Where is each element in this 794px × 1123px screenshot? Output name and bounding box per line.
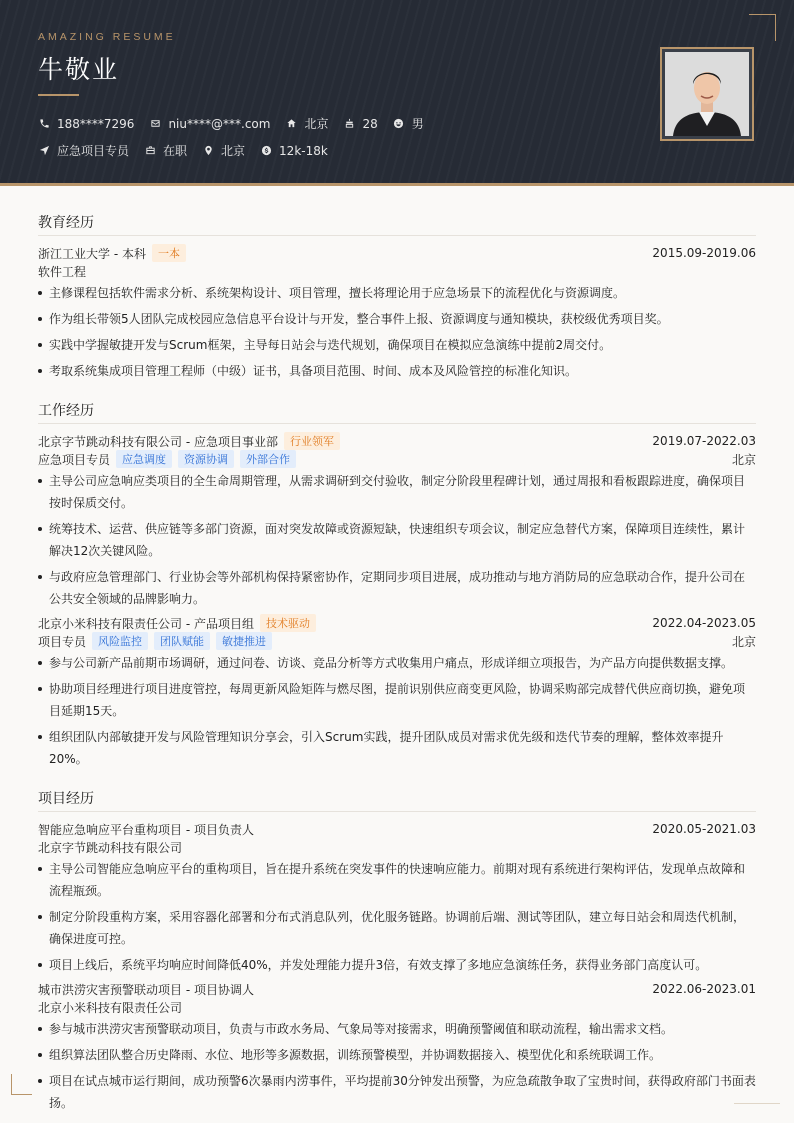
bullet-item: 与政府应急管理部门、行业协会等外部机构保持紧密协作，定期同步项目进展，成功推动与地方消防局的应急联动合作，提升公司在公共安全领域的品牌影响力。 [38, 566, 756, 610]
job-entry [38, 614, 756, 770]
project-bullets [38, 858, 756, 976]
phone-icon [38, 118, 50, 130]
work-section [38, 388, 756, 770]
bullet-item: 考取系统集成项目管理工程师（中级）证书，具备项目范围、时间、成本及风险管控的标准化知识。 [38, 360, 756, 382]
company-name: 北京小米科技有限责任公司 - 产品项目组 [38, 616, 254, 631]
entry-title [38, 432, 340, 450]
job-date: 2022.04-2023.05 [652, 616, 756, 630]
skill-tag: 风险监控 [92, 632, 148, 650]
project-org: 北京字节跳动科技有限公司 [38, 840, 183, 855]
project-name: 智能应急响应平台重构项目 - 项目负责人 [38, 822, 254, 837]
send-icon [38, 145, 50, 157]
role-title [38, 450, 296, 468]
briefcase-icon [144, 145, 156, 157]
bullet-item: 主修课程包括软件需求分析、系统架构设计、项目管理，擅长将理论用于应急场景下的流程优化与资源调度。 [38, 282, 756, 304]
location-text: 北京 [304, 117, 329, 131]
bullet-item: 组织团队内部敏捷开发与风险管理知识分享会，引入Scrum实践，提升团队成员对需求优先级和迭代节奏的理解，整体效率提升20%。 [38, 726, 756, 770]
job-bullets [38, 470, 756, 610]
job-entry-head [38, 614, 756, 632]
age-text: 28 [362, 116, 378, 131]
project-date: 2020.05-2021.03 [652, 822, 756, 836]
company-tag: 技术驱动 [260, 614, 316, 632]
major: 软件工程 [38, 264, 87, 279]
status-text: 在职 [163, 144, 188, 158]
job-date: 2019.07-2022.03 [652, 434, 756, 448]
gender-text: 男 [411, 117, 424, 131]
skill-tag: 外部合作 [240, 450, 296, 468]
bullet-item: 主导公司应急响应类项目的全生命周期管理，从需求调研到交付验收，制定分阶段里程碑计划，通过周报和看板跟踪进度，确保项目按时保质交付。 [38, 470, 756, 514]
candidate-name: 牛敬业 [38, 55, 120, 84]
cake-icon [343, 118, 355, 130]
project-org-row [38, 998, 756, 1016]
projects-section [38, 776, 756, 1114]
bullet-item: 项目在试点城市运行期间，成功预警6次暴雨内涝事件，平均提前30分钟发出预警，为应急疏散争取了宝贵时间，获得政府部门书面表扬。 [38, 1070, 756, 1114]
job-bullets [38, 652, 756, 770]
job-city: 北京 [731, 634, 756, 649]
home-icon [285, 118, 297, 130]
project-bullets [38, 1018, 756, 1114]
role-row [38, 450, 756, 468]
project-entry-head [38, 820, 756, 838]
bullet-item: 协助项目经理进行项目进度管控，每周更新风险矩阵与燃尽图，提前识别供应商变更风险，协调采购部完成替代供应商切换，避免项目延期15天。 [38, 678, 756, 722]
education-bullets [38, 282, 756, 382]
project-entry [38, 980, 756, 1114]
salary-item [260, 144, 328, 158]
entry-title [38, 244, 186, 262]
profile-photo [665, 52, 749, 136]
project-date: 2022.06-2023.01 [652, 982, 756, 996]
project-org: 北京小米科技有限责任公司 [38, 1000, 183, 1015]
education-date: 2015.09-2019.06 [652, 246, 756, 260]
phone-item [38, 117, 134, 131]
contact-row [38, 115, 439, 132]
smile-icon [393, 118, 405, 130]
bullet-item: 参与城市洪涝灾害预警联动项目，负责与市政水务局、气象局等对接需求，明确预警阈值和联动流程，输出需求文档。 [38, 1018, 756, 1040]
name-underline [38, 94, 79, 96]
job-entry-head [38, 432, 756, 450]
job-city: 北京 [731, 452, 756, 467]
job-item [38, 142, 129, 159]
bullet-item: 作为组长带领5人团队完成校园应急信息平台设计与开发，整合事件上报、资源调度与通知模块，获校级优秀项目奖。 [38, 308, 756, 330]
target-job-text: 应急项目专员 [57, 144, 130, 158]
intention-row [38, 142, 343, 159]
bullet-item: 统筹技术、运营、供应链等多部门资源，面对突发故障或资源短缺，快速组织专项会议，制定应急替代方案，保障项目连续性，累计解决12次关键风险。 [38, 518, 756, 562]
resume-body [38, 200, 756, 1120]
entry-title [38, 614, 316, 632]
coin-icon [260, 145, 272, 157]
email-text: niu****@***.com [168, 116, 271, 131]
age-item [343, 117, 377, 131]
job-entry [38, 432, 756, 610]
company-name: 北京字节跳动科技有限公司 - 应急项目事业部 [38, 434, 278, 449]
map-pin-icon [202, 145, 214, 157]
section-title: 项目经历 [38, 776, 756, 812]
role-title [38, 632, 272, 650]
role-name: 应急项目专员 [38, 452, 111, 467]
bullet-item: 参与公司新产品前期市场调研，通过问卷、访谈、竞品分析等方式收集用户痛点，形成详细立项报告，为产品方向提供数据支撑。 [38, 652, 756, 674]
status-item [144, 142, 187, 159]
role-row [38, 632, 756, 650]
resume-header [0, 0, 794, 186]
project-entry [38, 820, 756, 976]
project-entry-head [38, 980, 756, 998]
bullet-item: 实践中学握敏捷开发与Scrum框架，主导每日站会与迭代规划，确保项目在模拟应急演练中提前2周交付。 [38, 334, 756, 356]
school-tag: 一本 [152, 244, 186, 262]
email-item [149, 117, 270, 131]
target-city-text: 北京 [221, 144, 246, 158]
salary-text: 12k-18k [279, 143, 328, 158]
section-title: 教育经历 [38, 200, 756, 236]
city-item [202, 142, 245, 159]
phone-text: 188****7296 [57, 116, 135, 131]
skill-tag: 敏捷推进 [216, 632, 272, 650]
footer-line [734, 1103, 780, 1104]
role-name: 项目专员 [38, 634, 87, 649]
major-row [38, 262, 756, 280]
school-name: 浙江工业大学 - 本科 [38, 246, 146, 261]
project-name: 城市洪涝灾害预警联动项目 - 项目协调人 [38, 982, 254, 997]
skill-tag: 团队赋能 [154, 632, 210, 650]
bullet-item: 主导公司智能应急响应平台的重构项目，旨在提升系统在突发事件的快速响应能力。前期对现有系统进行架构评估，发现单点故障和流程瓶颈。 [38, 858, 756, 902]
mail-icon [149, 118, 161, 130]
section-title: 工作经历 [38, 388, 756, 424]
education-entry-head [38, 244, 756, 262]
location-item [285, 115, 328, 132]
gender-item [393, 115, 424, 132]
bullet-item: 项目上线后，系统平均响应时间降低40%，并发处理能力提升3倍，有效支撑了多地应急演练任务，获得业务部门高度认可。 [38, 954, 756, 976]
project-org-row [38, 838, 756, 856]
skill-tag: 资源协调 [178, 450, 234, 468]
tagline: AMAZING RESUME [38, 31, 176, 43]
corner-ornament [749, 14, 776, 41]
skill-tag: 应急调度 [116, 450, 172, 468]
bullet-item: 组织算法团队整合历史降雨、水位、地形等多源数据，训练预警模型，并协调数据接入、模型优化和系统联调工作。 [38, 1044, 756, 1066]
profile-photo-frame [660, 47, 754, 141]
person-avatar [665, 52, 749, 136]
bullet-item: 制定分阶段重构方案，采用容器化部署和分布式消息队列，优化服务链路。协调前后端、测试等团队，建立每日站会和周迭代机制，确保进度可控。 [38, 906, 756, 950]
corner-ornament [11, 1074, 32, 1095]
education-section [38, 200, 756, 382]
company-tag: 行业领军 [284, 432, 340, 450]
